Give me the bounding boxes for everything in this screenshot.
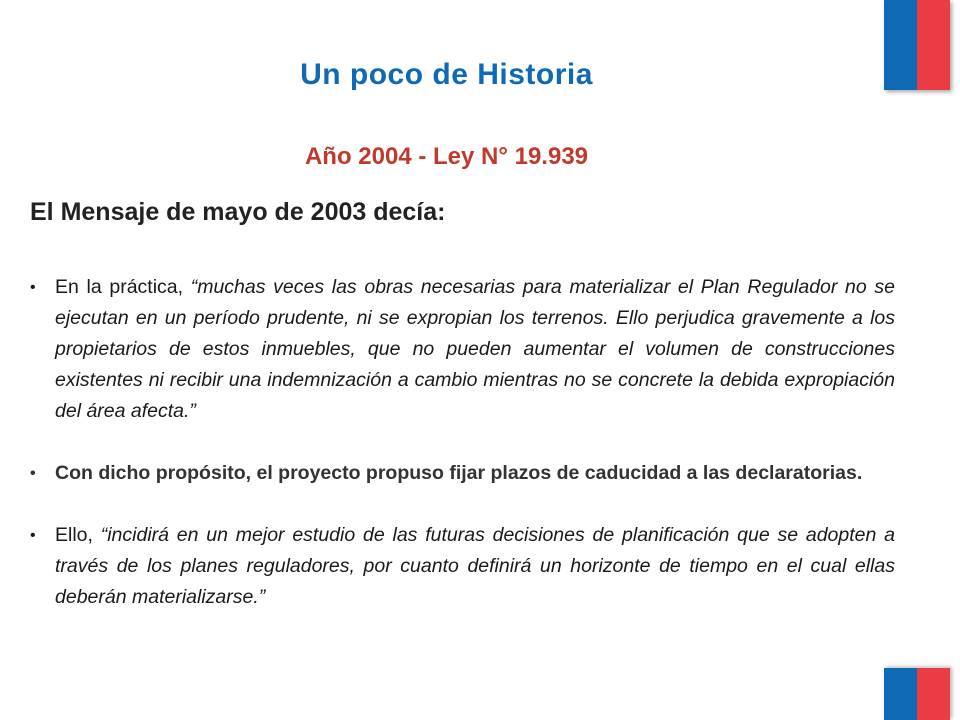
slide-title: Un poco de Historia — [300, 58, 593, 91]
list-item — [30, 520, 895, 613]
section-heading: El Mensaje de mayo de 2003 decía: — [30, 198, 446, 226]
bullet-list — [30, 272, 895, 613]
bullet-quote-text: “muchas veces las obras necesarias para materializar el Plan Regulador no se ejecutan en un período prudente, ni se expropian los terrenos. Ello perjudica gravemente a los propietarios de estos inmuebles, que no pueden aumentar el volumen de construcciones existentes ni recibir una indemnización a cambio mientras no se concrete la debida expropiación del área afecta.” — [55, 276, 895, 422]
bullet-quote-text: “incidirá en un mejor estudio de las futuras decisiones de planificación que se adopten a través de los planes reguladores, por cuanto definirá un horizonte de tiempo en el cual ellas deberán materializarse.” — [55, 524, 895, 608]
bullet-text: Con dicho propósito, el proyecto propuso fijar plazos de caducidad a las declaratorias. — [55, 462, 863, 484]
list-item — [30, 458, 895, 489]
bullet-icon: • — [30, 527, 36, 544]
bullet-icon: • — [30, 465, 36, 482]
flag-decoration-bottom — [884, 668, 950, 720]
flag-red-stripe — [917, 668, 950, 720]
bullet-icon: • — [30, 279, 36, 296]
flag-blue-stripe — [884, 668, 917, 720]
slide-subtitle: Año 2004 - Ley N° 19.939 — [304, 143, 589, 170]
flag-red-stripe — [917, 0, 950, 90]
bullet-lead-text: Ello, — [55, 524, 101, 546]
list-item — [30, 272, 895, 427]
flag-decoration-top — [884, 0, 950, 90]
bullet-lead-text: En la práctica, — [55, 276, 191, 298]
